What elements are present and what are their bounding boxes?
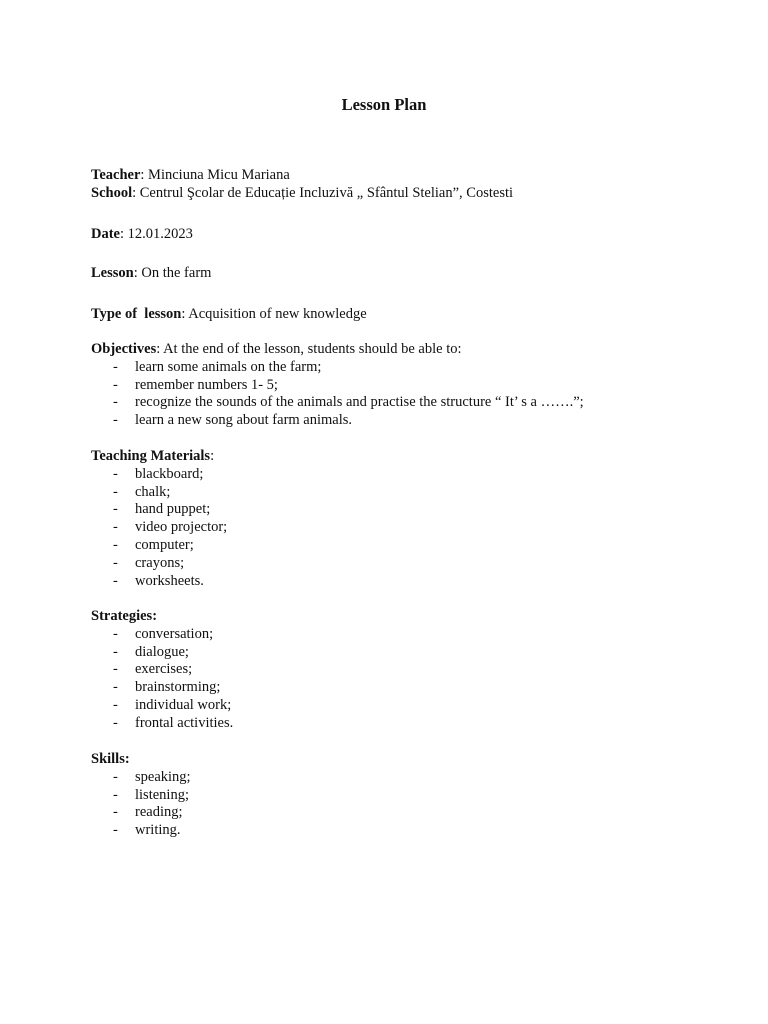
lesson-value: : On the farm — [133, 265, 212, 281]
strategies-section — [91, 608, 711, 733]
school-label: School — [91, 185, 133, 201]
dash-bullet: - — [113, 554, 118, 571]
lesson-line — [91, 265, 711, 283]
dash-bullet: - — [113, 376, 118, 393]
lesson-label: Lesson — [91, 265, 134, 281]
dash-bullet: - — [113, 714, 118, 731]
list-item: - exercises; — [113, 661, 193, 678]
date-label: Date — [91, 226, 120, 242]
list-item: - listening; — [113, 786, 189, 803]
teacher-line — [91, 167, 711, 185]
skills-section — [91, 751, 711, 840]
teacher-value: : Minciuna Micu Mariana — [140, 167, 290, 183]
list-item: - remember numbers 1- 5; — [113, 376, 278, 393]
objectives-intro: : At the end of the lesson, students should be able to: — [156, 341, 462, 357]
list-item: - learn some animals on the farm; — [113, 358, 322, 375]
dash-bullet: - — [113, 501, 118, 518]
dash-bullet: - — [113, 679, 118, 696]
objectives-label: Objectives — [91, 341, 157, 357]
date-value: : 12.01.2023 — [120, 226, 193, 242]
skills-label: Skills: — [91, 751, 130, 767]
list-item: - reading; — [113, 804, 183, 821]
list-item: - individual work; — [113, 696, 232, 713]
page-title: Lesson Plan — [341, 95, 427, 114]
dash-bullet: - — [113, 519, 118, 536]
dash-bullet: - — [113, 358, 118, 375]
type-of-lesson-line — [91, 306, 711, 324]
list-item: - brainstorming; — [113, 679, 221, 696]
list-item: - video projector; — [113, 519, 228, 536]
list-item: - crayons; — [113, 554, 185, 571]
school-value: : Centrul Şcolar de Educație Incluzivă „ Sfântul Stelian”, Costesti — [132, 185, 514, 201]
teaching-materials-label: Teaching Materials — [91, 448, 211, 464]
list-item: - chalk; — [113, 483, 171, 500]
school-line — [91, 185, 711, 203]
dash-bullet: - — [113, 394, 118, 411]
dash-bullet: - — [113, 822, 118, 839]
list-item: - writing. — [113, 822, 181, 839]
teaching-materials-list — [91, 466, 711, 591]
dash-bullet: - — [113, 661, 118, 678]
dash-bullet: - — [113, 465, 118, 482]
strategies-label: Strategies: — [91, 608, 158, 624]
teaching-materials-section: Teaching Materials: - blackboard; - chalk; - hand puppet; - video projector; - computer; - crayons; - worksheets. — [91, 448, 711, 590]
skills-list — [91, 769, 711, 840]
list-item: - learn a new song about farm animals. — [113, 412, 353, 429]
list-item: - frontal activities. — [113, 714, 234, 731]
dash-bullet: - — [113, 643, 118, 660]
list-item: - computer; — [113, 536, 194, 553]
dash-bullet: - — [113, 786, 118, 803]
list-item: - dialogue; — [113, 643, 189, 660]
type-of-lesson-value: : Acquisition of new knowledge — [181, 306, 367, 322]
list-item: - hand puppet; — [113, 501, 211, 518]
teacher-label: Teacher — [91, 167, 141, 183]
dash-bullet: - — [113, 483, 118, 500]
dash-bullet: - — [113, 412, 118, 429]
dash-bullet: - — [113, 696, 118, 713]
objectives-list — [91, 359, 711, 430]
dash-bullet: - — [113, 768, 118, 785]
list-item: - speaking; — [113, 768, 191, 785]
date-line — [91, 226, 711, 244]
strategies-list — [91, 626, 711, 733]
objectives-section — [91, 341, 711, 430]
list-item: - recognize the sounds of the animals and practise the structure “ It’ s a …….”; — [113, 394, 584, 411]
dash-bullet: - — [113, 804, 118, 821]
dash-bullet: - — [113, 625, 118, 642]
dash-bullet: - — [113, 572, 118, 589]
list-item: - blackboard; — [113, 465, 204, 482]
list-item: - worksheets. — [113, 572, 204, 589]
type-of-lesson-label: Type of lesson — [91, 306, 182, 322]
list-item: - conversation; — [113, 625, 214, 642]
dash-bullet: - — [113, 536, 118, 553]
